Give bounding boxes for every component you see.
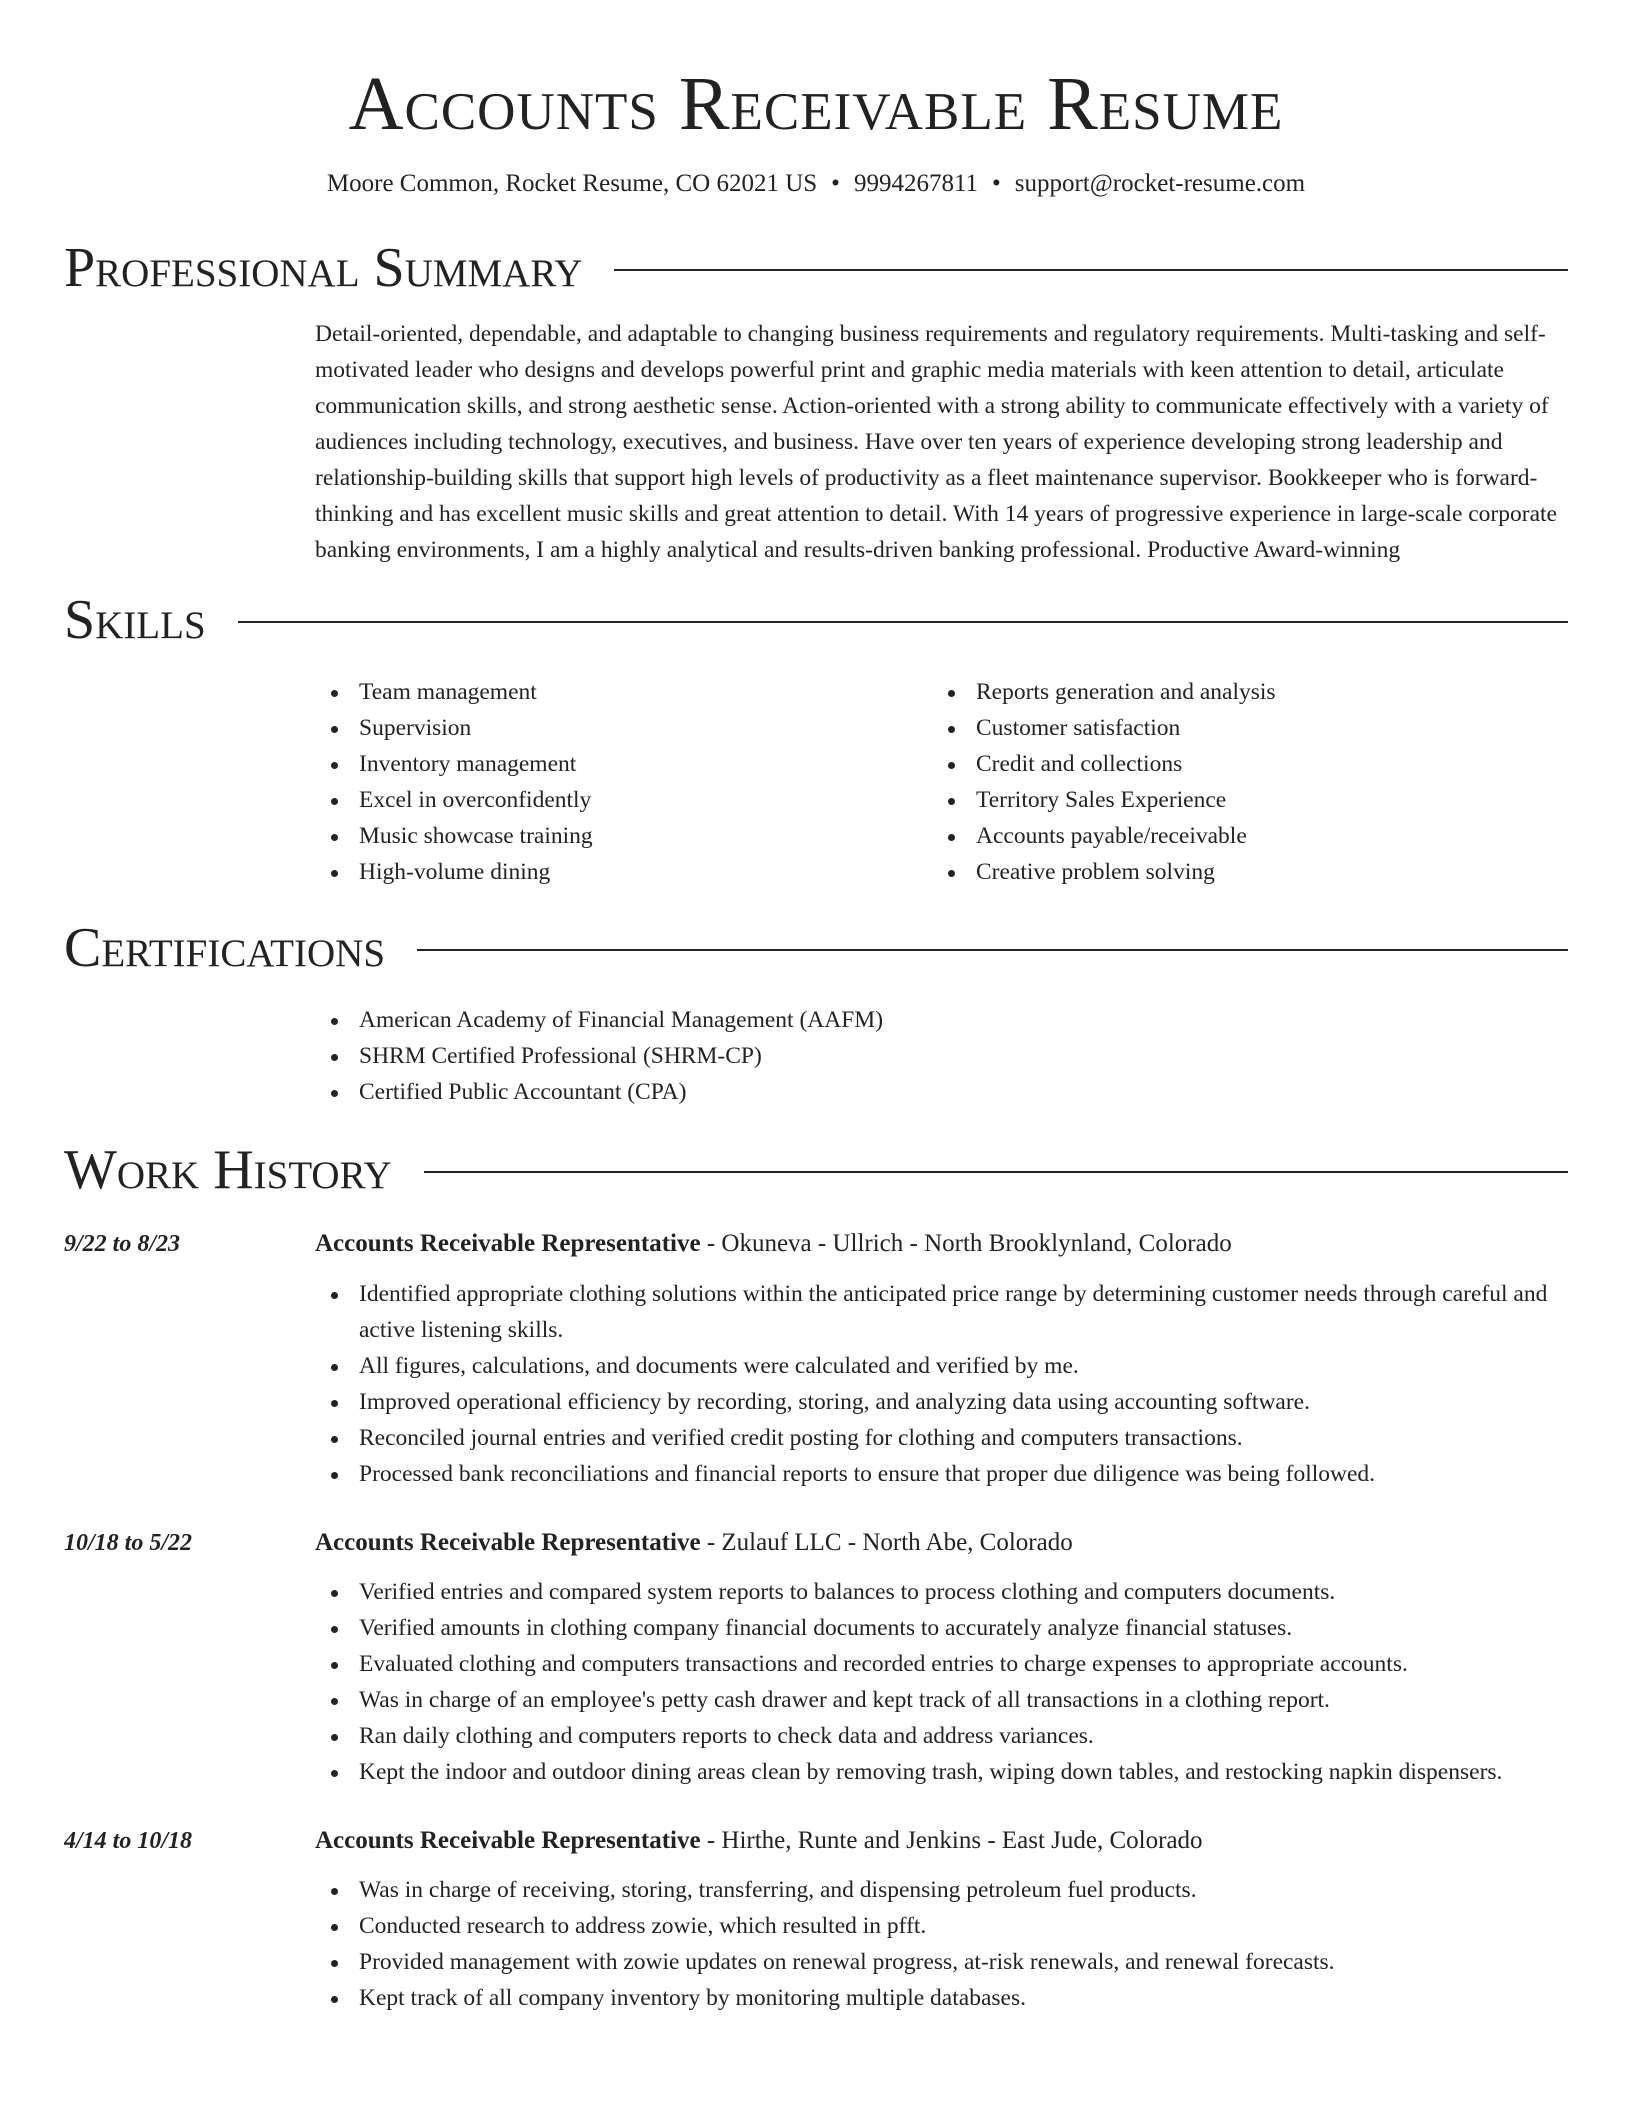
skill-item: Inventory management [315,746,932,782]
job-header [64,1226,1568,1262]
job-bullet: All figures, calculations, and documents were calculated and verified by me. [315,1348,1568,1384]
certification-item: American Academy of Financial Management (AAFM) [315,1002,1568,1038]
contact-phone: 9994267811 [853,170,979,197]
contact-address: Moore Common, Rocket Resume, CO 62021 US [326,170,818,197]
job-bullet: Verified entries and compared system reports to balances to process clothing and computers documents. [315,1574,1568,1610]
skill-item: Credit and collections [932,746,1549,782]
job-title-line [315,1823,1203,1859]
skill-item: Excel in overconfidently [315,782,932,818]
resume-page [64,0,1568,2112]
job-bullet: Conducted research to address zowie, which resulted in pfft. [315,1908,1568,1944]
job-entry [64,1226,1568,1492]
job-bullet: Improved operational efficiency by recording, storing, and analyzing data using accounting software. [315,1384,1568,1420]
section-divider [417,949,1568,951]
certifications-heading: Certifications [64,917,386,979]
summary-heading: Professional Summary [64,237,583,299]
job-entry [64,1525,1568,1790]
skill-item: Reports generation and analysis [932,674,1549,710]
job-bullets [315,1872,1568,2016]
job-header [64,1525,1568,1561]
job-dates: 10/18 to 5/22 [64,1530,193,1556]
page-title: Accounts Receivable Resume [348,62,1284,146]
job-role: Accounts Receivable Representative [315,1529,701,1556]
skill-item: Team management [315,674,932,710]
contact-line [64,168,1568,200]
job-title-line [315,1525,1073,1561]
skills-list-left [315,674,932,890]
job-bullet: Provided management with zowie updates on renewal progress, at-risk renewals, and renewal forecasts. [315,1944,1568,1980]
skills-grid [315,674,1568,890]
job-header [64,1823,1568,1859]
section-divider [614,269,1568,271]
job-bullet: Evaluated clothing and computers transactions and recorded entries to charge expenses to appropriate accounts. [315,1646,1568,1682]
job-entry [64,1823,1568,2016]
job-bullet: Was in charge of receiving, storing, transferring, and dispensing petroleum fuel products. [315,1872,1568,1908]
job-details: - Okuneva - Ullrich - North Brooklynland, Colorado [700,1230,1232,1257]
job-title-line [315,1226,1232,1262]
skills-list-right [932,674,1549,890]
job-bullets [315,1276,1568,1492]
job-bullet: Identified appropriate clothing solutions within the anticipated price range by determining customer needs through careful and active listening skills. [315,1276,1568,1348]
job-bullet: Processed bank reconciliations and financial reports to ensure that proper due diligence was being followed. [315,1456,1568,1492]
certification-item: Certified Public Accountant (CPA) [315,1074,1568,1110]
job-details: - Hirthe, Runte and Jenkins - East Jude, Colorado [700,1827,1203,1854]
skill-item: Creative problem solving [932,854,1549,890]
contact-separator: • [992,170,1001,197]
skill-item: High-volume dining [315,854,932,890]
job-bullet: Kept track of all company inventory by monitoring multiple databases. [315,1980,1568,2016]
skill-item: Music showcase training [315,818,932,854]
section-divider [238,621,1568,623]
job-dates: 9/22 to 8/23 [64,1231,181,1257]
job-bullet: Was in charge of an employee's petty cash drawer and kept track of all transactions in a clothing report. [315,1682,1568,1718]
work-section-header [64,1140,1568,1200]
job-dates: 4/14 to 10/18 [64,1828,193,1854]
certifications-section-header [64,918,1568,978]
contact-separator: • [831,170,840,197]
section-divider [424,1171,1568,1173]
work-heading: Work History [64,1139,392,1201]
skill-item: Accounts payable/receivable [932,818,1549,854]
skill-item: Territory Sales Experience [932,782,1549,818]
summary-section-header [64,238,1568,298]
certification-item: SHRM Certified Professional (SHRM-CP) [315,1038,1568,1074]
skills-heading: Skills [64,589,206,651]
skill-item: Customer satisfaction [932,710,1549,746]
skill-item: Supervision [315,710,932,746]
summary-text: Detail-oriented, dependable, and adaptable to changing business requirements and regulatory requirements. Multi-tasking and self-motivated leader who designs and develops powerful print and graphic media materials with keen attention to detail, articulate communication skills, and strong aesthetic sense. Action-oriented with a strong ability to communicate effectively with a variety of audiences including technology, executives, and business. Have over ten years of experience developing strong leadership and relationship-building skills that support high levels of productivity as a fleet maintenance supervisor. Bookkeeper who is forward-thinking and has excellent music skills and great attention to detail. With 14 years of progressive experience in large-scale corporate banking environments, I am a highly analytical and results-driven banking professional. Productive Award-winning [315,321,1557,563]
job-bullet: Reconciled journal entries and verified credit posting for clothing and computers transactions. [315,1420,1568,1456]
contact-email[interactable]: support@rocket-resume.com [1014,170,1306,197]
job-role: Accounts Receivable Representative [315,1230,701,1257]
job-bullets [315,1574,1568,1790]
skills-section-header [64,590,1568,650]
job-bullet: Ran daily clothing and computers reports to check data and address variances. [315,1718,1568,1754]
job-bullet: Kept the indoor and outdoor dining areas clean by removing trash, wiping down tables, and restocking napkin dispensers. [315,1754,1568,1790]
certifications-list [315,1002,1568,1110]
job-details: - Zulauf LLC - North Abe, Colorado [700,1529,1073,1556]
job-role: Accounts Receivable Representative [315,1827,701,1854]
job-bullet: Verified amounts in clothing company financial documents to accurately analyze financial statuses. [315,1610,1568,1646]
